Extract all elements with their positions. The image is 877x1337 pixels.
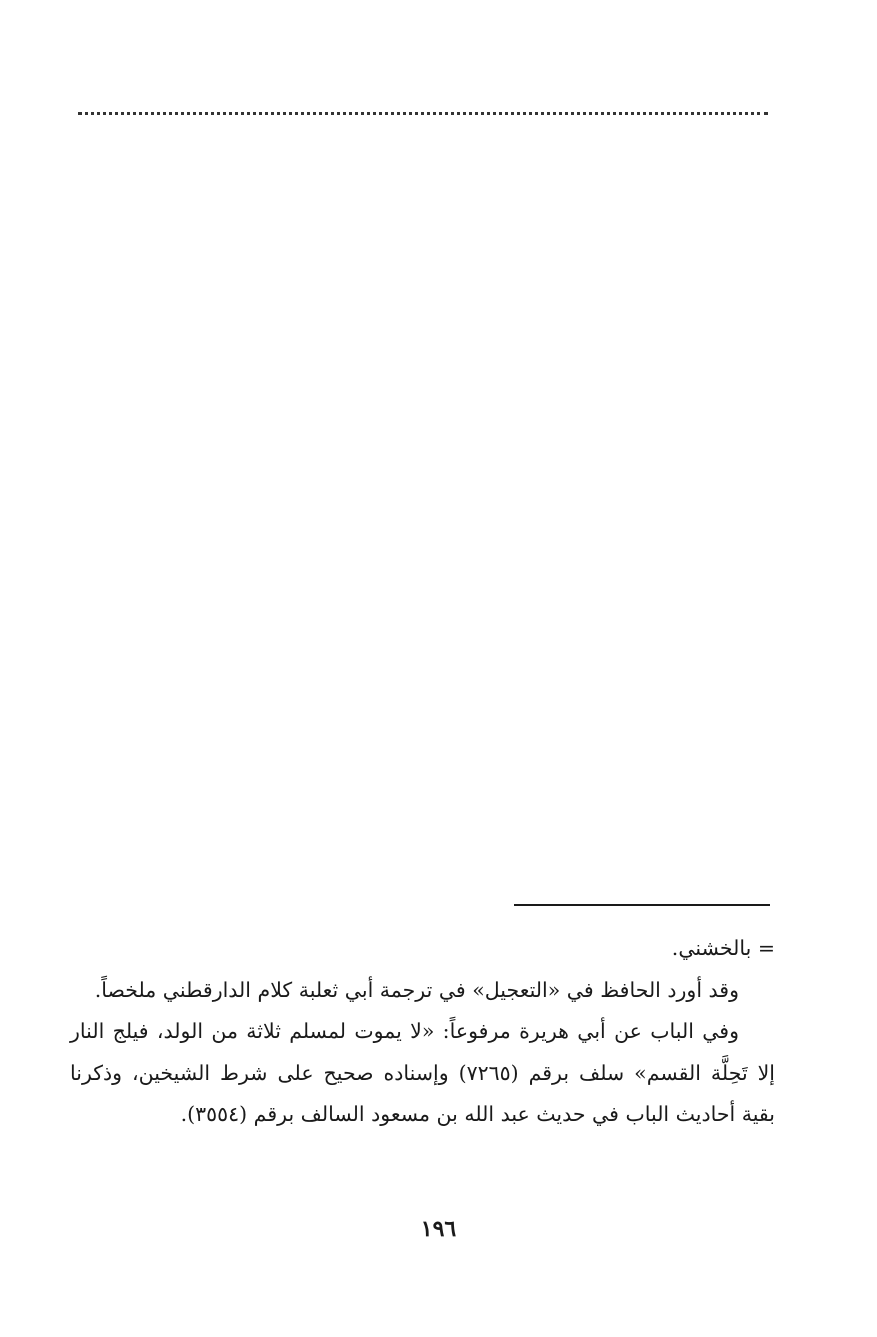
- dotted-separator: [78, 112, 768, 115]
- page-number: ١٩٦: [420, 1216, 457, 1242]
- footnote-paragraph-1: وقد أورد الحافظ في «التعجيل» في ترجمة أبي ثعلبة كلام الدارقطني ملخصاً.: [94, 977, 739, 1002]
- footnote-continuation: = بالخشني.: [671, 936, 775, 960]
- footnote-block: [70, 928, 775, 1136]
- footnote-separator: [514, 904, 770, 906]
- footnote-paragraph-2: وفي الباب عن أبي هريرة مرفوعاً: «لا يموت لمسلم ثلاثة من الولد، فيلج النار إلا تَحِلَّة القسم» سلف برقم (٧٢٦٥) وإسناده صحيح على شرط الشيخين، وذكرنا بقية أحاديث الباب في حديث عبد الله بن مسعود السالف برقم (٣٥٥٤).: [70, 1019, 775, 1126]
